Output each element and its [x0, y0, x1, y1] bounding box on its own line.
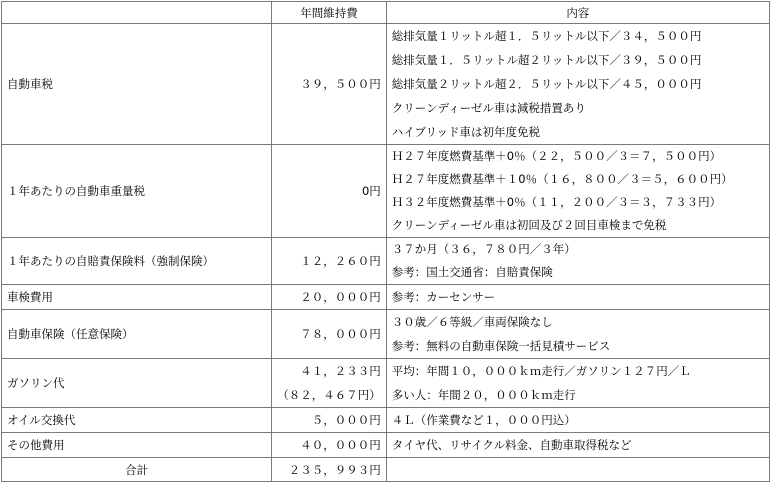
content-line: 参考：無料の自動車保険一括見積サービス	[391, 339, 611, 353]
content-line: 総排気量２リットル超２．５リットル以下／４５，０００円	[391, 77, 702, 91]
cost-line: ４０，０００円	[300, 438, 381, 452]
table-row	[2, 285, 770, 310]
table-row	[2, 433, 770, 458]
row-annual-cost	[272, 285, 387, 310]
content-line: 多い人：年間２０，０００ｋｍ走行	[391, 388, 576, 402]
content-line: 総排気量１．５リットル超２リットル以下／３９，５００円	[391, 53, 702, 67]
cost-line: （８２，４６７円）	[277, 388, 381, 402]
header-row	[2, 2, 770, 24]
content-line: Ｈ２７年度燃費基準＋１0％（１６，８００／３＝５，６００円）	[391, 172, 733, 186]
total-content	[386, 458, 769, 482]
cost-line: ３９，５００円	[300, 77, 381, 91]
content-line: Ｈ２７年度燃費基準＋0％（２２，５００／３＝７，５００円）	[391, 149, 722, 163]
content-line: 平均：年間１０，０００ｋｍ走行／ガソリン１２７円／Ｌ	[391, 364, 691, 378]
row-content	[386, 145, 769, 238]
row-item-name: オイル交換代	[2, 408, 272, 433]
row-content	[386, 238, 769, 285]
row-item-name: 車検費用	[2, 285, 272, 310]
row-item-name: ガソリン代	[2, 359, 272, 408]
content-line: ３０歳／６等級／車両保険なし	[391, 315, 553, 329]
total-label: 合計	[2, 458, 272, 482]
row-content	[386, 359, 769, 408]
row-item-name: 自動車税	[2, 24, 272, 145]
row-item-name: １年あたりの自動車重量税	[2, 145, 272, 238]
row-annual-cost	[272, 310, 387, 359]
cost-line: ４１，２３３円	[300, 364, 381, 378]
row-item-name: その他費用	[2, 433, 272, 458]
cost-line: １２，２６０円	[300, 253, 381, 268]
row-item-name: 自動車保険（任意保険）	[2, 310, 272, 359]
row-content	[386, 310, 769, 359]
content-line: 参考：国土交通省：自賠責保険	[391, 265, 553, 279]
content-line: 参考：カーセンサー	[391, 290, 496, 304]
table-row	[2, 238, 770, 285]
row-annual-cost	[272, 238, 387, 285]
content-line: Ｈ３２年度燃費基準＋0％（１１，２００／３＝３，７３３円）	[391, 195, 722, 209]
maintenance-cost-table	[1, 1, 770, 482]
table-row	[2, 24, 770, 145]
row-annual-cost	[272, 433, 387, 458]
row-content	[386, 24, 769, 145]
content-line: タイヤ代、リサイクル料金、自動車取得税など	[391, 438, 632, 452]
cost-line: ５，０００円	[311, 413, 381, 427]
table-row	[2, 408, 770, 433]
content-line: ４Ｌ（作業費など１，０００円込）	[391, 413, 576, 427]
content-line: ハイブリッド車は初年度免税	[391, 125, 541, 139]
row-annual-cost	[272, 145, 387, 238]
cost-line: ７８，０００円	[300, 327, 381, 341]
table-row	[2, 310, 770, 359]
row-content	[386, 285, 769, 310]
total-row	[2, 458, 770, 482]
table-row	[2, 359, 770, 408]
content-line: ３７か月（３６，７８０円／３年）	[391, 242, 576, 256]
row-annual-cost	[272, 408, 387, 433]
row-annual-cost	[272, 359, 387, 408]
total-cost: ２３５，９９３円	[272, 458, 387, 482]
table-row	[2, 145, 770, 238]
row-annual-cost	[272, 24, 387, 145]
header-item	[2, 2, 272, 24]
row-content	[386, 408, 769, 433]
row-content	[386, 433, 769, 458]
content-line: 総排気量１リットル超１．５リットル以下／３４，５００円	[391, 29, 702, 43]
header-annual-cost: 年間維持費	[272, 2, 387, 24]
content-line: クリーンディーゼル車は減税措置あり	[391, 101, 586, 115]
cost-line: ２０，０００円	[300, 290, 381, 304]
header-content: 内容	[386, 2, 769, 24]
row-item-name: １年あたりの自賠責保険料（強制保険）	[2, 238, 272, 285]
cost-line: 0円	[361, 183, 381, 198]
content-line: クリーンディーゼル車は初回及び２回目車検まで免税	[391, 218, 667, 232]
